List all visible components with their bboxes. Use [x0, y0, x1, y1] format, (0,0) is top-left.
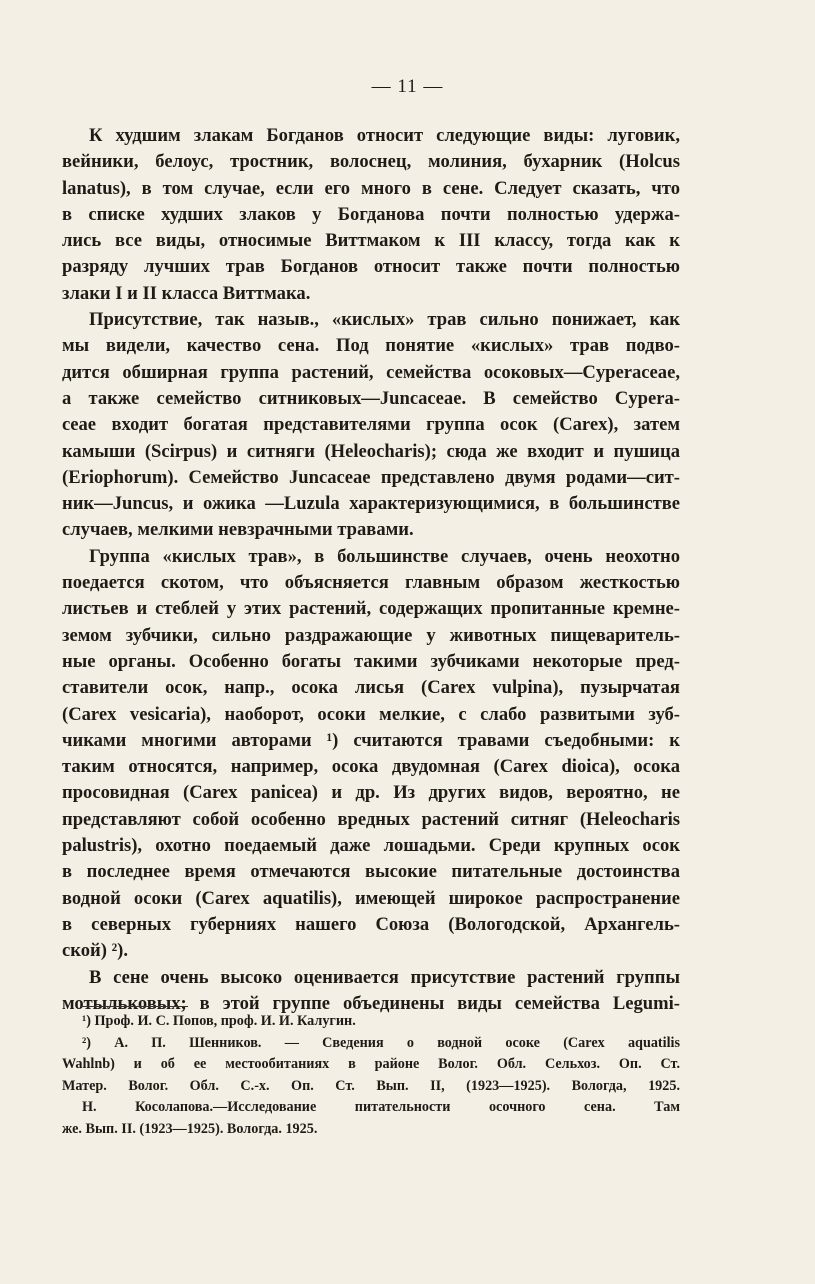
paragraph: [62, 965, 680, 1018]
text-line: мотыльковых; в этой группе объединены виды семейства Legumi-: [62, 992, 680, 1014]
text-line: в списке худших злаков у Богданова почти полностью удержа-: [62, 203, 680, 225]
text-line: Присутствие, так назыв., «кислых» трав сильно понижает, как: [89, 309, 680, 331]
text-line: (Eriophorum). Семейство Juncaceae представлено двумя родами—сит-: [62, 466, 680, 488]
footnote-line: Матер. Волог. Обл. С.-х. Оп. Ст. Вып. II, (1923—1925). Вологда, 1925.: [62, 1077, 680, 1094]
footnote-line: ¹) Проф. И. С. Попов, проф. И. И. Калугин.: [82, 1013, 356, 1029]
text-line: листьев и стеблей у этих растений, содержащих пропитанные кремне-: [62, 598, 680, 620]
page-number: — 11 —: [371, 76, 444, 97]
text-line: ceae входит богатая представителями группа осок (Carex), затем: [62, 414, 680, 436]
footnote-line: же. Вып. II. (1923—1925). Вологда. 1925.: [62, 1120, 318, 1137]
text-line: поедается скотом, что объясняется главным образом жесткостью: [62, 572, 680, 594]
text-line: камыши (Scirpus) и ситняги (Heleocharis); сюда же входит и пушица: [62, 440, 680, 462]
text-line: разряду лучших трав Богданов относит также почти полностью: [62, 256, 680, 278]
text-line: чиками многими авторами ¹) считаются травами съедобными: к: [62, 729, 680, 751]
text-line: ник—Juncus, и ожика —Luzula характеризующимися, в большинстве: [62, 493, 680, 515]
text-line: а также семейство ситниковых—Juncaceae. В семейство Cypera-: [62, 387, 680, 409]
text-line: земом зубчики, сильно раздражающие у животных пищеваритель-: [62, 624, 680, 646]
text-line: представляют собой особенно вредных растений ситняг (Heleocharis: [62, 808, 680, 830]
text-line: вейники, белоус, тростник, волоснец, молиния, бухарник (Holcus: [62, 151, 680, 173]
footnote-line: Wahlnb) и об ее местообитаниях в районе Волог. Обл. Сельхоз. Оп. Ст.: [62, 1056, 680, 1072]
text-line: дится обширная группа растений, семейства осоковых—Cyperaceae,: [62, 361, 680, 383]
text-line: ской) ²).: [62, 940, 128, 962]
text-line: в последнее время отмечаются высокие питательные достоинства: [62, 861, 680, 883]
text-line: К худшим злакам Богданов относит следующие виды: луговик,: [89, 125, 680, 146]
text-line: В сене очень высоко оценивается присутствие растений группы: [89, 966, 680, 988]
footnote-divider: [80, 1006, 188, 1007]
paragraph: [62, 123, 680, 307]
text-line: водной осоки (Carex aquatilis), имеющей широкое распространение: [62, 887, 680, 909]
text-line: Группа «кислых трав», в большинстве случаев, очень неохотно: [89, 545, 680, 567]
footnote-line: Н. Косолапова.—Исследование питательности осочного сена. Там: [82, 1099, 680, 1115]
text-line: ные органы. Особенно богаты такими зубчиками некоторые пред-: [62, 650, 680, 672]
paragraph: [62, 307, 680, 544]
text-line: лись все виды, относимые Виттмаком к III классу, тогда как к: [62, 230, 680, 252]
text-line: мы видели, качество сена. Под понятие «кислых» трав подво-: [62, 335, 680, 357]
text-line: lanatus), в том случае, если его много в сене. Следует сказать, что: [62, 177, 680, 199]
footnotes: [62, 1011, 680, 1140]
text-line: в северных губерниях нашего Союза (Вологодской, Архангель-: [62, 913, 680, 935]
text-line: просовидная (Carex panicea) и др. Из других видов, вероятно, не: [62, 782, 680, 804]
paragraph: [62, 544, 680, 965]
text-line: (Carex vesicaria), наоборот, осоки мелкие, с слабо развитыми зуб-: [62, 703, 680, 725]
text-line: злаки I и II класса Виттмака.: [62, 282, 311, 304]
text-line: случаев, мелкими невзрачными травами.: [62, 519, 414, 541]
text-line: palustris), охотно поедаемый даже лошадьми. Среди крупных осок: [62, 835, 680, 857]
text-line: ставители осок, напр., осока лисья (Carex vulpina), пузырчатая: [62, 677, 680, 699]
footnote-line: ²) А. П. Шенников. — Сведения о водной осоке (Carex aquatilis: [82, 1034, 680, 1051]
text-line: таким относятся, например, осока двудомная (Carex dioica), осока: [62, 756, 680, 778]
body-text: [62, 123, 680, 1017]
